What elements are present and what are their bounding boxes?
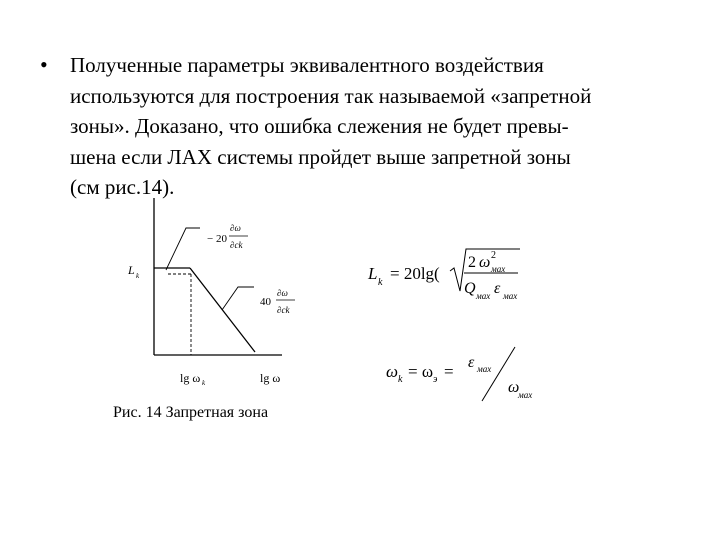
bullet-line-2: используются для построения так называемой «запретной xyxy=(70,83,592,108)
formula-wk-lhs: ω xyxy=(386,362,399,381)
bullet-line-4: шена если ЛАХ системы пройдет выше запретной зоны xyxy=(70,144,571,169)
label-lower-coef: 40 xyxy=(260,296,271,308)
x-label-lg-wk: lg ω xyxy=(180,371,201,385)
formula-lk-den-eps-sub: мах xyxy=(503,291,518,301)
formula-wk-den: ω xyxy=(508,379,520,396)
formula-wk-eq2: = xyxy=(444,362,454,381)
x-label-lg-wk-sub: k xyxy=(202,379,206,387)
formula-lk-num-omega: ω xyxy=(479,254,491,271)
label-upper-num: ∂ω xyxy=(230,223,241,233)
leader-upper xyxy=(166,228,200,270)
label-upper-den: ∂ck xyxy=(230,240,243,250)
formula-lk-num-coef: 2 xyxy=(468,254,476,271)
formula-wk-num: ε xyxy=(468,354,475,371)
formula-lk-lhs-sub: k xyxy=(378,277,383,288)
formula-lk-den-q-sub: мах xyxy=(476,291,491,301)
label-lower-num: ∂ω xyxy=(277,288,288,298)
y-label-lk-sub: k xyxy=(136,272,140,280)
x-label-lg-w: lg ω xyxy=(260,371,281,385)
bullet-line-5: (см рис.14). xyxy=(70,175,175,199)
formula-wk-eq-sub: э xyxy=(433,374,438,385)
formulas xyxy=(360,225,560,405)
forbidden-zone-diagram xyxy=(100,190,330,400)
formula-wk-eq: = ω xyxy=(408,362,434,381)
leader-lower xyxy=(222,287,254,310)
formula-lk-num-sup: 2 xyxy=(491,250,496,261)
bullet-marker: • xyxy=(40,52,48,77)
label-upper-coef: − 20 xyxy=(207,233,227,245)
bullet-text xyxy=(70,50,680,203)
label-lower-den: ∂ck xyxy=(277,305,290,315)
bullet-line-3: зоны». Доказано, что ошибка слежения не будет превы- xyxy=(70,114,569,138)
formula-wk-num-sub: мах xyxy=(477,364,492,374)
y-label-lk: L xyxy=(128,263,135,277)
bullet-line-1: Полученные параметры эквивалентного воздействия xyxy=(70,53,544,77)
formula-lk-den-q: Q xyxy=(464,280,476,297)
formula-lk-num-sub: мах xyxy=(491,264,506,274)
formula-wk-den-sub: мах xyxy=(518,390,533,400)
formula-lk-den-eps: ε xyxy=(494,280,501,297)
formula-wk-lhs-sub: k xyxy=(398,374,403,385)
formula-lk-eq: = 20lg( xyxy=(390,264,440,283)
formula-lk-lhs: L xyxy=(368,264,378,283)
figure-caption: Рис. 14 Запретная зона xyxy=(113,404,269,421)
